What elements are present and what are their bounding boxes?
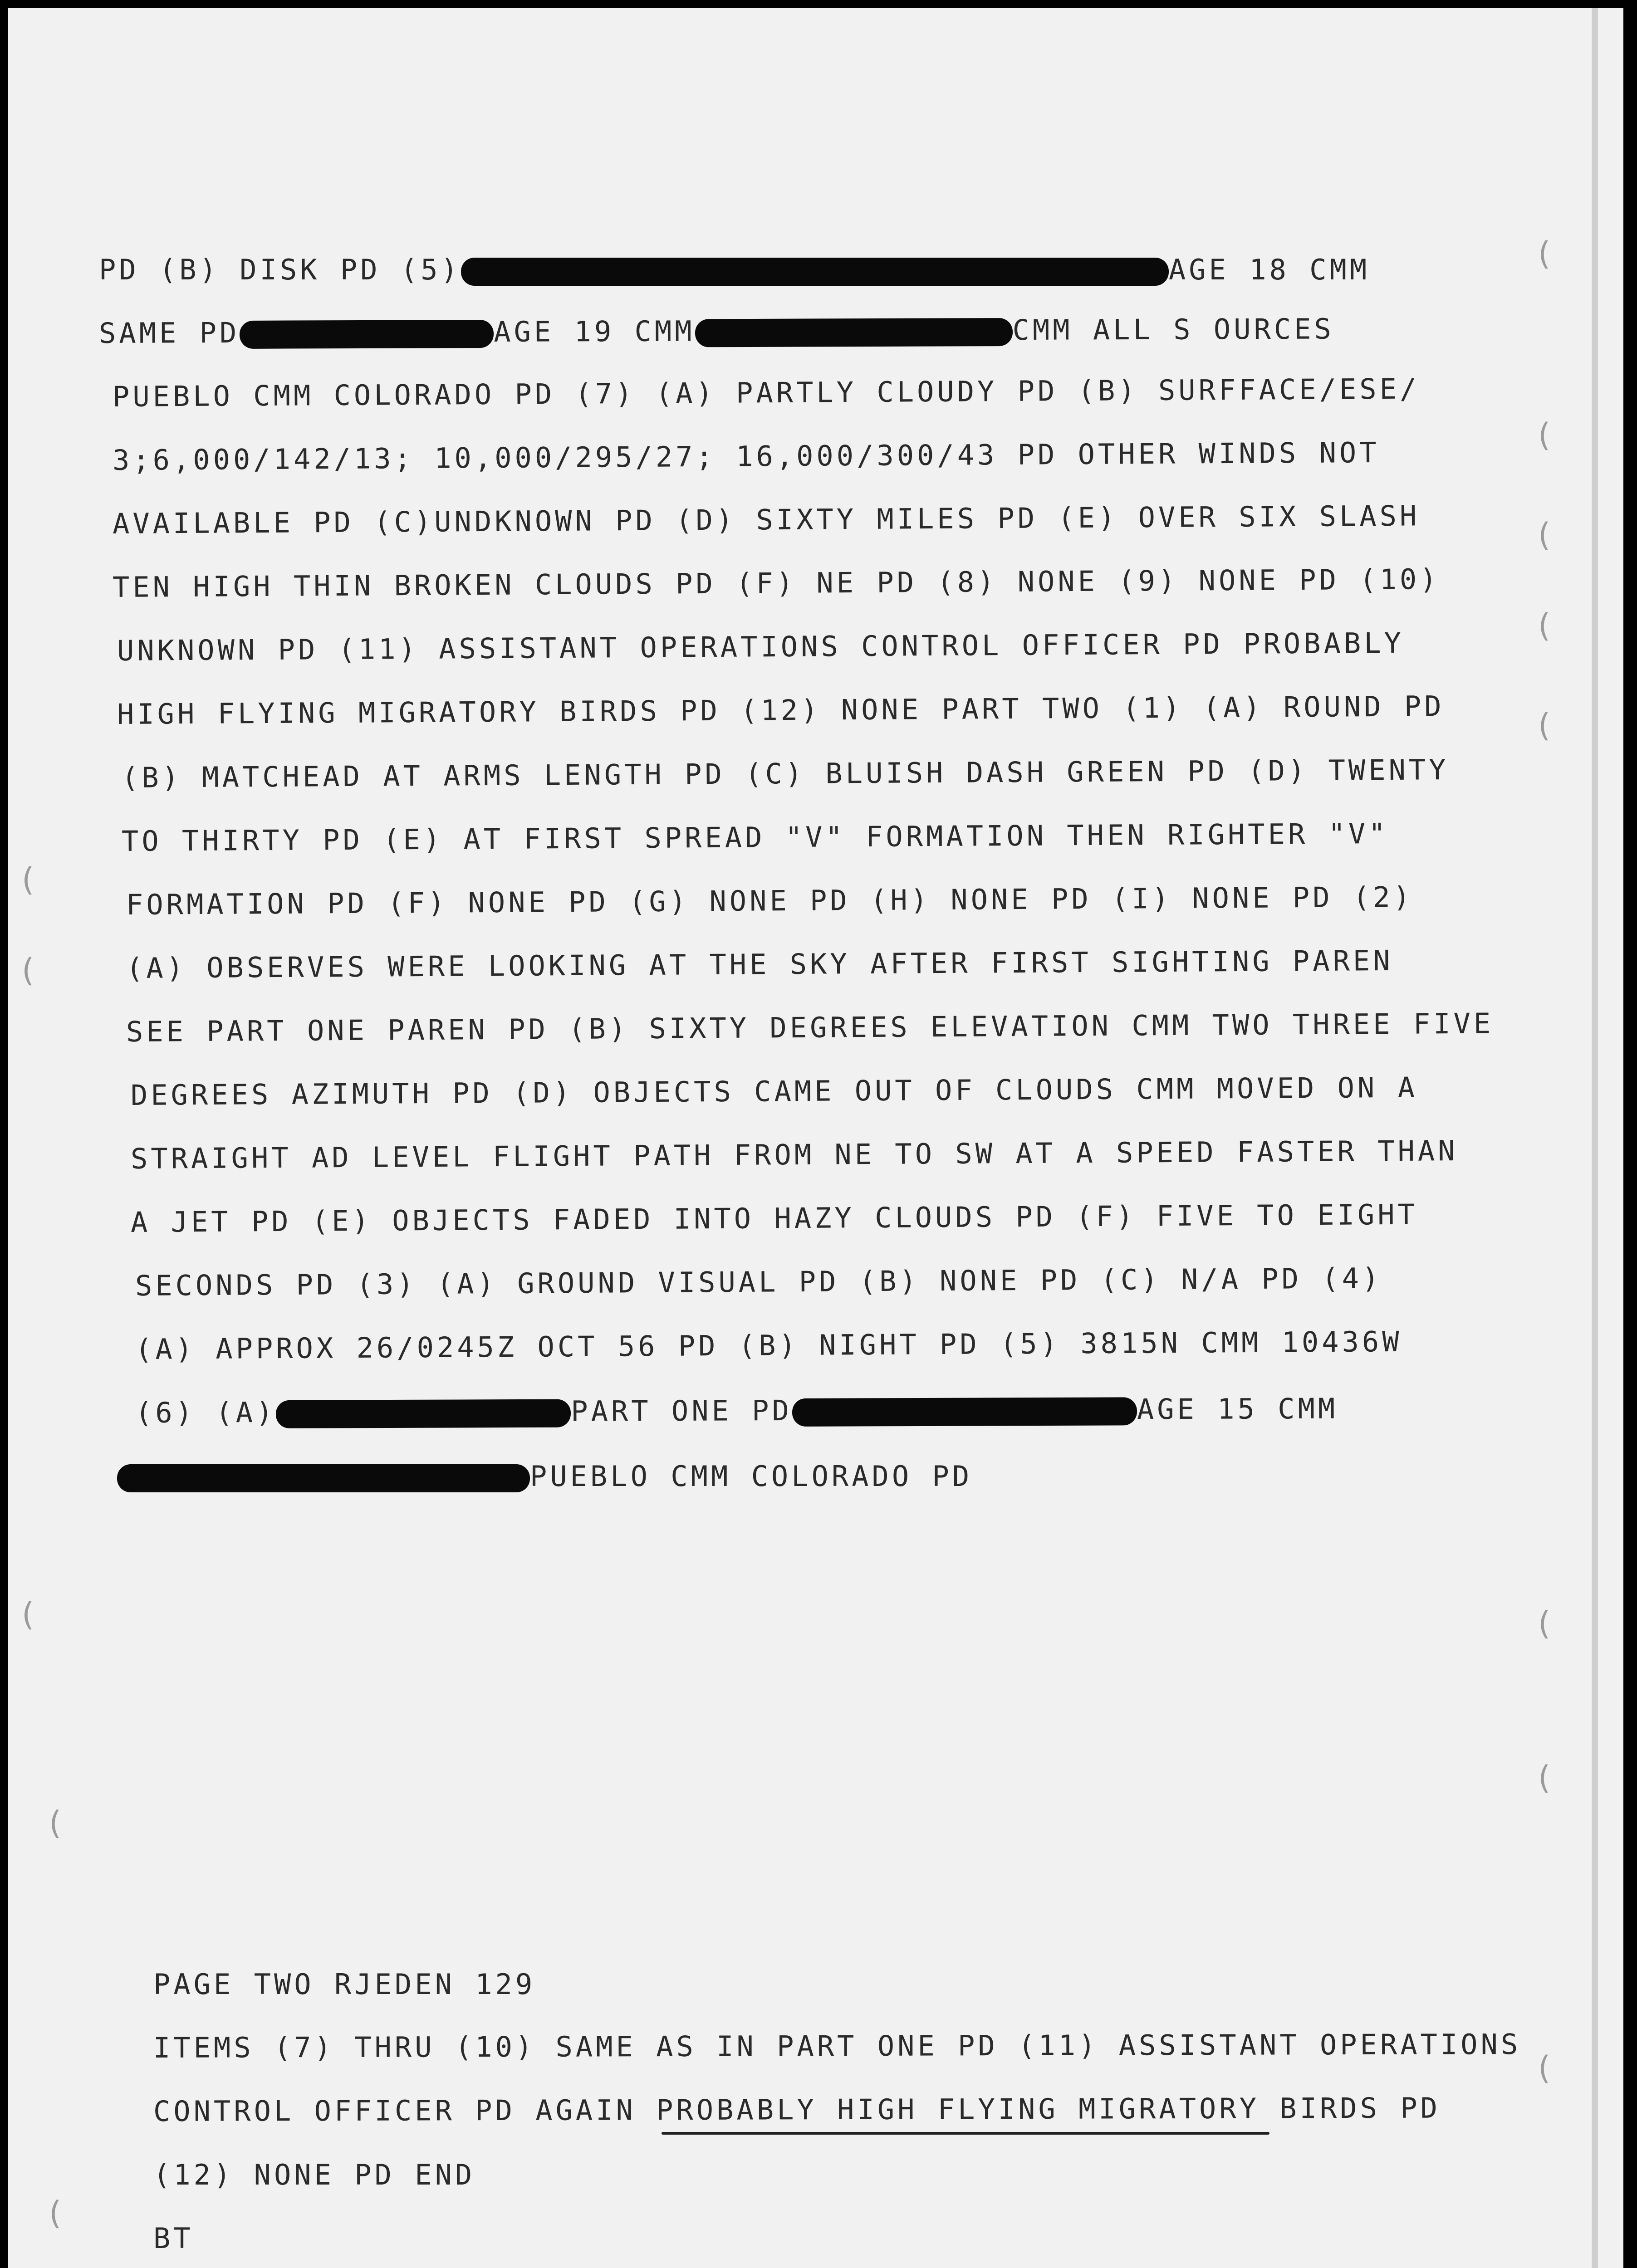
margin-mark: (	[1538, 1605, 1551, 1642]
text-line: CONTROL OFFICER PD AGAIN PROBABLY HIGH FLYING MIGRATORY BIRDS PD	[153, 2091, 1441, 2128]
text-line: PD (B) DISK PD (5) AGE 18 CMM	[99, 253, 1370, 286]
text-line: PUEBLO CMM COLORADO PD (7) (A) PARTLY CLOUDY PD (B) SURFFACE/ESE/	[112, 372, 1420, 413]
text-line: BT	[153, 2222, 194, 2255]
margin-mark: (	[49, 2195, 62, 2232]
margin-mark: (	[1538, 2049, 1551, 2087]
text-line: AVAILABLE PD (C)UNDKNOWN PD (D) SIXTY MILES PD (E) OVER SIX SLASH	[112, 499, 1420, 540]
margin-mark: (	[49, 1804, 62, 1842]
text-line: STRAIGHT AD LEVEL FLIGHT PATH FROM NE TO SW AT A SPEED FASTER THAN	[130, 1134, 1458, 1175]
redaction-bar	[276, 1399, 571, 1428]
text-line: (6) (A) PART ONE PD AGE 15 CMM	[135, 1392, 1338, 1429]
text-line: TO THIRTY PD (E) AT FIRST SPREAD "V" FORMATION THEN RIGHTER "V"	[121, 816, 1389, 858]
text-line: PUEBLO CMM COLORADO PD	[117, 1460, 972, 1493]
margin-mark: (	[22, 952, 34, 989]
handwritten-underline	[662, 2132, 1269, 2135]
text-line: PAGE TWO RJEDEN 129	[153, 1968, 536, 2001]
page-edge-shadow	[1592, 8, 1598, 2268]
text-line: 3;6,000/142/13; 10,000/295/27; 16,000/300/43 PD OTHER WINDS NOT	[112, 435, 1380, 477]
text-line: (12) NONE PD END	[153, 2158, 475, 2191]
text-line: FORMATION PD (F) NONE PD (G) NONE PD (H) NONE PD (I) NONE PD (2)	[126, 880, 1414, 921]
margin-mark: (	[1538, 607, 1551, 644]
text-line: UNKNOWN PD (11) ASSISTANT OPERATIONS CONTROL OFFICER PD PROBABLY	[117, 626, 1405, 667]
text-line: SECONDS PD (3) (A) GROUND VISUAL PD (B) NONE PD (C) N/A PD (4)	[135, 1261, 1382, 1302]
margin-mark: (	[1538, 1759, 1551, 1796]
margin-mark: (	[1538, 235, 1551, 272]
text-line: ITEMS (7) THRU (10) SAME AS IN PART ONE PD (11) ASSISTANT OPERATIONS	[153, 2028, 1521, 2064]
redaction-bar	[117, 1464, 530, 1492]
redaction-bar	[695, 318, 1012, 347]
redaction-bar	[792, 1397, 1137, 1427]
redaction-bar	[461, 258, 1169, 286]
redaction-bar	[240, 320, 494, 349]
text-line: HIGH FLYING MIGRATORY BIRDS PD (12) NONE PART TWO (1) (A) ROUND PD	[117, 689, 1445, 731]
text-line: TEN HIGH THIN BROKEN CLOUDS PD (F) NE PD (8) NONE (9) NONE PD (10)	[112, 562, 1440, 604]
text-line: DEGREES AZIMUTH PD (D) OBJECTS CAME OUT OF CLOUDS CMM MOVED ON A	[130, 1070, 1418, 1112]
margin-mark: (	[22, 861, 34, 898]
text-line: (A) APPROX 26/0245Z OCT 56 PD (B) NIGHT PD (5) 3815N CMM 10436W	[135, 1325, 1402, 1366]
margin-mark: (	[22, 1596, 34, 1633]
margin-mark: (	[1538, 707, 1551, 744]
document-page	[8, 8, 1623, 2268]
text-line: (A) OBSERVES WERE LOOKING AT THE SKY AFTER FIRST SIGHTING PAREN	[126, 943, 1393, 985]
text-line: SAME PD AGE 19 CMM CMM ALL S OURCES	[98, 312, 1334, 350]
margin-mark: (	[1538, 516, 1551, 553]
margin-mark: (	[1538, 416, 1551, 454]
text-line: SEE PART ONE PAREN PD (B) SIXTY DEGREES ELEVATION CMM TWO THREE FIVE	[126, 1007, 1494, 1048]
text-line: A JET PD (E) OBJECTS FADED INTO HAZY CLOUDS PD (F) FIVE TO EIGHT	[130, 1198, 1418, 1239]
text-line: (B) MATCHEAD AT ARMS LENGTH PD (C) BLUISH DASH GREEN PD (D) TWENTY	[121, 753, 1449, 794]
